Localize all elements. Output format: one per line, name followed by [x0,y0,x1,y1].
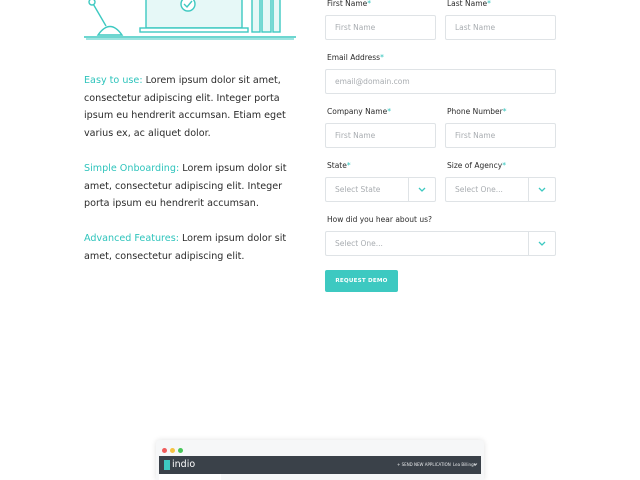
indio-logo-icon [164,460,170,470]
chevron-down-icon [473,462,478,467]
company-name-field[interactable] [325,123,436,148]
minimize-dot-icon [170,448,175,453]
state-select[interactable] [325,177,436,202]
company-name-placeholder: First Name [335,131,376,140]
chevron-down-icon[interactable] [528,178,555,201]
feature-advanced-features [84,230,299,265]
agency-size-select[interactable] [445,177,556,202]
last-name-field[interactable] [445,15,556,40]
chevron-down-icon[interactable] [408,178,435,201]
phone-number-field[interactable] [445,123,556,148]
send-application-link: + SEND NEW APPLICATION [397,462,451,467]
feature-text: Lorem ipsum dolor sit amet, consectetur adipiscing elit. Integer porta ipsum eu hendrerit accumsan. Etiam eget varius ex, ac aliquet dolor. [84,75,286,139]
request-demo-button[interactable]: REQUEST DEMO [325,270,398,292]
agency-size-label: Size of Agency* [447,161,506,170]
feature-text: Lorem ipsum dolor sit amet, consectetur adipiscing elit. Integer porta ipsum eu hendrerit accumsan. [84,163,287,209]
phone-number-placeholder: First Name [455,131,496,140]
state-label: State* [327,161,351,170]
app-logo-text: indio [172,459,196,470]
maximize-dot-icon [178,448,183,453]
desk-illustration [84,0,298,42]
phone-number-label: Phone Number* [447,107,507,116]
email-field[interactable] [325,69,556,94]
app-sidebar [159,474,221,480]
close-dot-icon [162,448,167,453]
email-placeholder: email@domain.com [335,77,410,86]
user-menu: Lea Billings [453,462,476,467]
app-navbar [159,456,481,474]
first-name-field[interactable] [325,15,436,40]
referral-select[interactable] [325,231,556,256]
company-name-label: Company Name* [327,107,391,116]
referral-selected-value: Select One... [335,239,383,248]
last-name-label: Last Name* [447,0,491,8]
chevron-down-icon[interactable] [528,232,555,255]
first-name-placeholder: First Name [335,23,376,32]
feature-highlight: Easy to use: [84,75,143,86]
lamp-icon [89,0,122,35]
email-label: Email Address* [327,53,384,62]
feature-simple-onboarding [84,160,299,213]
books-icon [252,0,280,32]
app-preview-window [156,440,484,480]
state-selected-value: Select State [335,185,381,194]
feature-highlight: Simple Onboarding: [84,163,180,174]
feature-easy-to-use [84,72,299,142]
referral-label: How did you hear about us? [327,215,432,224]
feature-highlight: Advanced Features: [84,233,179,244]
agency-size-selected-value: Select One... [455,185,503,194]
first-name-label: First Name* [327,0,372,8]
laptop-icon [140,0,248,32]
feature-text: Lorem ipsum dolor sit amet, consectetur adipiscing elit. [84,233,287,262]
last-name-placeholder: Last Name [455,23,496,32]
